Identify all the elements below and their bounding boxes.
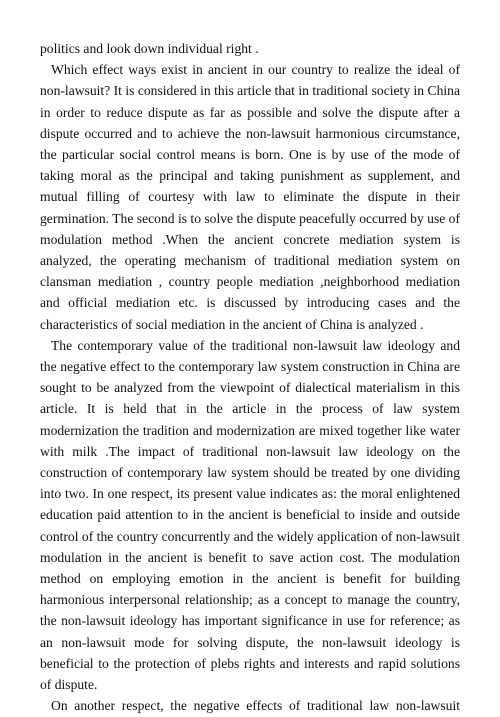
paragraph-negative-effects: On another respect, the negative effects of traditional law non-lawsuit	[51, 698, 460, 714]
document-page	[40, 38, 460, 717]
paragraph-contemporary-value: The contemporary value of the traditional non-lawsuit law ideology and the negative effect to the contemporary law system construction in China are sought to be analyzed from the viewpoint of dialectical materialism in this article. It is held that in the article in the process of law system modernization the tradition and modernization are mixed together like water with milk .The impact of traditional non-lawsuit law ideology on the construction of contemporary law system should be treated by one dividing into two. In one respect, its present value indicates as: the moral enlightened education paid attention to in the ancient is beneficial to inside and outside control of the country concurrently and the widely application of non-lawsuit modulation in the ancient is benefit to save action cost. The modulation method on employing emotion in the ancient is benefit for building harmonious interpersonal relationship; as a concept to manage the country, the non-lawsuit ideology has important significance in use for reference; as an non-lawsuit mode for solving dispute, the non-lawsuit ideology is beneficial to the protection of plebs rights and interests and rapid solutions of dispute.	[40, 337, 460, 693]
paragraph-continuation: politics and look down individual right .	[40, 41, 259, 56]
paragraph-non-lawsuit-ways: Which effect ways exist in ancient in our country to realize the ideal of non-lawsuit? It is considered in this article that in traditional society in China in order to reduce dispute as far as possible and solve the dispute after a dispute occurred and to achieve the non-lawsuit harmonious circumstance, the particular social control means is born. One is by use of the mode of taking moral as the principal and taking punishment as supplement, and mutual filling of courtesy with law to eliminate the dispute in their germination. The second is to solve the dispute peacefully occurred by use of modulation method .When the ancient concrete mediation system is analyzed, the operating mechanism of traditional mediation system on clansman mediation , country people mediation ,neighborhood mediation and official mediation etc. is discussed by introducing cases and the characteristics of social mediation in the ancient of China is analyzed .	[40, 62, 460, 332]
